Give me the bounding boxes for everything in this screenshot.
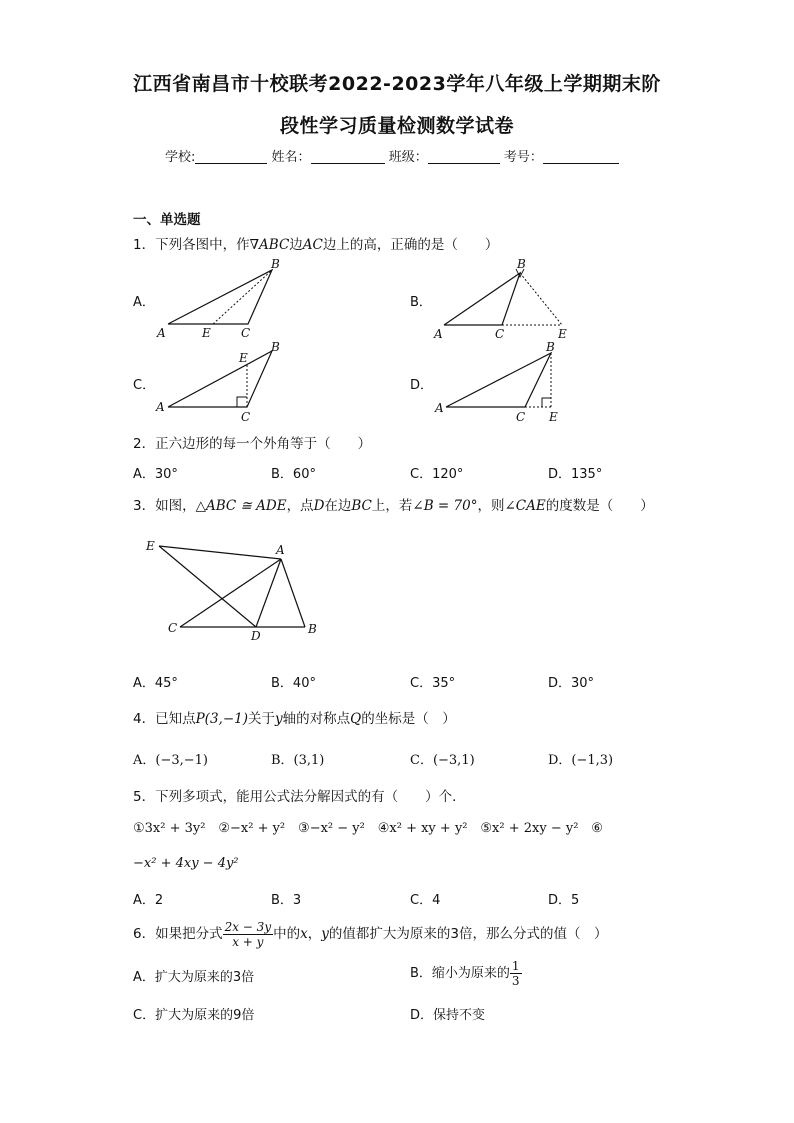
q1-side-symbol: AC xyxy=(302,237,323,253)
q5-item-5: ⑤x² + 2xy − y² xyxy=(480,821,579,836)
q4-point-q: Q xyxy=(350,711,362,727)
q3-option-c[interactable]: C．35° xyxy=(410,676,456,691)
q5-item-1: ①3x² + 3y² xyxy=(133,821,206,836)
school-field[interactable] xyxy=(195,149,267,164)
q6-text: ， xyxy=(307,926,322,942)
q3-text: 在边 xyxy=(324,498,352,514)
label-c: C xyxy=(516,410,526,424)
q6-option-b-fraction xyxy=(510,959,522,988)
q3-point-d: D xyxy=(313,498,325,514)
question-4 xyxy=(133,707,456,727)
label-e: E xyxy=(549,410,558,424)
q2-option-d[interactable]: D．135° xyxy=(548,467,603,482)
q6-option-b-numerator: 1 xyxy=(511,959,520,973)
label-e: E xyxy=(202,326,211,340)
q4-text: 4．已知点 xyxy=(133,711,196,727)
q1-triangle-symbol: ∇ABC xyxy=(249,237,290,253)
triangle-abc xyxy=(444,273,520,325)
question-3 xyxy=(133,494,654,514)
q6-option-c[interactable]: C．扩大为原来的9倍 xyxy=(133,1008,255,1023)
q6-var-y: y xyxy=(321,926,329,942)
q5-item-6: ⑥ xyxy=(591,821,603,836)
triangle-abc xyxy=(446,353,551,407)
label-b: B xyxy=(546,340,555,354)
q4-text: 的坐标是（ ） xyxy=(361,711,456,727)
q6-text: 的值都扩大为原来的3倍，那么分式的值（ ） xyxy=(328,926,608,942)
label-c: C xyxy=(168,621,178,635)
label-c: C xyxy=(495,327,505,341)
q2-option-a[interactable]: A．30° xyxy=(133,467,178,482)
q6-option-b-denominator: 3 xyxy=(511,974,520,988)
label-e: E xyxy=(239,351,248,365)
title-line-2: 段性学习质量检测数学试卷 xyxy=(279,115,514,137)
q1-option-a-label[interactable]: A． xyxy=(133,295,155,310)
q5-item-2: ②−x² + y² xyxy=(218,821,286,836)
label-a: A xyxy=(157,326,166,340)
q1-text: 1．下列各图中，作 xyxy=(133,237,250,253)
q4-text: 关于 xyxy=(248,711,275,727)
question-5: 5．下列多项式，能用公式法分解因式的有（ ）个． xyxy=(133,789,466,805)
q6-option-b[interactable] xyxy=(410,958,522,990)
q4-point-p: P(3,−1) xyxy=(195,711,248,727)
student-info-row xyxy=(165,146,619,165)
q1-figure-b xyxy=(430,255,580,345)
label-a: A xyxy=(276,543,285,557)
triangle-abc xyxy=(168,351,272,407)
q5-option-b[interactable]: B．3 xyxy=(271,893,302,908)
right-angle-mark xyxy=(237,397,247,407)
dashed-segment-be xyxy=(520,273,562,325)
q6-option-d[interactable]: D．保持不变 xyxy=(410,1008,486,1023)
label-b: B xyxy=(517,257,526,271)
q1-option-d-label[interactable]: D． xyxy=(410,378,434,393)
q4-text: 轴的对称点 xyxy=(282,711,351,727)
q3-angle-cae: ∠CAE xyxy=(504,498,546,514)
q3-option-a[interactable]: A．45° xyxy=(133,676,178,691)
q5-option-d[interactable]: D．5 xyxy=(548,893,580,908)
label-d: D xyxy=(251,629,261,643)
label-c: C xyxy=(241,410,251,424)
question-1 xyxy=(133,233,498,253)
q4-axis-y: y xyxy=(275,711,283,727)
q6-text: 6．如果把分式 xyxy=(133,926,223,942)
triangle-abc xyxy=(168,270,272,324)
label-a: A xyxy=(435,401,444,415)
q5-item-6-cont: −x² + 4xy − 4y² xyxy=(133,856,239,871)
segment-ab xyxy=(281,559,305,627)
label-e: E xyxy=(558,327,567,341)
q3-text: ，点 xyxy=(286,498,314,514)
section-title: 一、单选题 xyxy=(133,212,201,228)
q4-option-b[interactable]: B．(3,1) xyxy=(271,753,325,768)
q5-item-3: ③−x² − y² xyxy=(298,821,365,836)
q6-fraction-denominator: x + y xyxy=(232,934,264,949)
name-field[interactable] xyxy=(311,149,385,164)
class-label: 班级： xyxy=(388,150,428,165)
dashed-segment-be xyxy=(213,270,272,324)
q6-fraction xyxy=(223,920,274,949)
q1-figure-c xyxy=(150,338,290,428)
q6-text: 中的 xyxy=(273,926,301,942)
label-b: B xyxy=(271,340,280,354)
class-field[interactable] xyxy=(428,149,500,164)
q5-item-4: ④x² + xy + y² xyxy=(377,821,468,836)
q6-option-a[interactable]: A．扩大为原来的3倍 xyxy=(133,970,255,985)
q3-option-d[interactable]: D．30° xyxy=(548,676,595,691)
q4-option-a[interactable]: A．(−3,−1) xyxy=(133,753,208,768)
name-label: 姓名： xyxy=(271,150,311,165)
q3-angle-b: ∠B = 70° xyxy=(412,498,478,514)
question-2: 2．正六边形的每一个外角等于（ ） xyxy=(133,436,372,452)
label-a: A xyxy=(434,327,443,341)
label-a: A xyxy=(156,400,165,414)
q2-option-c[interactable]: C．120° xyxy=(410,467,464,482)
segment-ed xyxy=(159,546,256,627)
label-c: C xyxy=(241,326,251,340)
q3-side-bc: BC xyxy=(351,498,372,514)
school-label: 学校: xyxy=(165,150,196,165)
q6-fraction-numerator: 2x − 3y xyxy=(224,919,272,934)
q3-text: 的度数是（ ） xyxy=(545,498,654,514)
q1-option-b-label[interactable]: B． xyxy=(410,295,432,310)
q3-figure xyxy=(140,535,330,645)
q1-text: 边 xyxy=(289,237,303,253)
q6-var-x: x xyxy=(300,926,308,942)
q3-option-b[interactable]: B．40° xyxy=(271,676,316,691)
exam-number-label: 考号： xyxy=(503,150,543,165)
q6-option-b-text: B．缩小为原来的 xyxy=(410,966,510,981)
label-b: B xyxy=(271,257,280,271)
q4-option-c[interactable]: C．(−3,1) xyxy=(410,753,475,768)
question-6 xyxy=(133,915,607,953)
q3-congruence-expr: △ABC ≅ ADE xyxy=(195,498,287,514)
q3-text: ，则 xyxy=(477,498,505,514)
label-e: E xyxy=(146,539,155,553)
segment-da xyxy=(256,559,281,627)
q1-text: 边上的高，正确的是（ ） xyxy=(322,237,499,253)
q3-text: 上，若 xyxy=(371,498,413,514)
q1-figure-d xyxy=(430,338,580,428)
q3-text: 3．如图， xyxy=(133,498,196,514)
label-b: B xyxy=(308,622,317,636)
q5-option-a[interactable]: A．2 xyxy=(133,893,164,908)
q2-option-b[interactable]: B．60° xyxy=(271,467,316,482)
q5-items-row xyxy=(133,821,603,836)
segment-ea xyxy=(159,546,281,559)
q4-option-d[interactable]: D．(−1,3) xyxy=(548,753,614,768)
right-angle-mark xyxy=(542,398,551,407)
title-line-1: 江西省南昌市十校联考2022-2023学年八年级上学期期末阶 xyxy=(133,73,661,95)
q5-option-c[interactable]: C．4 xyxy=(410,893,441,908)
segment-ca xyxy=(180,559,281,627)
q1-figure-a xyxy=(150,255,290,345)
exam-number-field[interactable] xyxy=(543,149,619,164)
q1-option-c-label[interactable]: C． xyxy=(133,378,156,393)
